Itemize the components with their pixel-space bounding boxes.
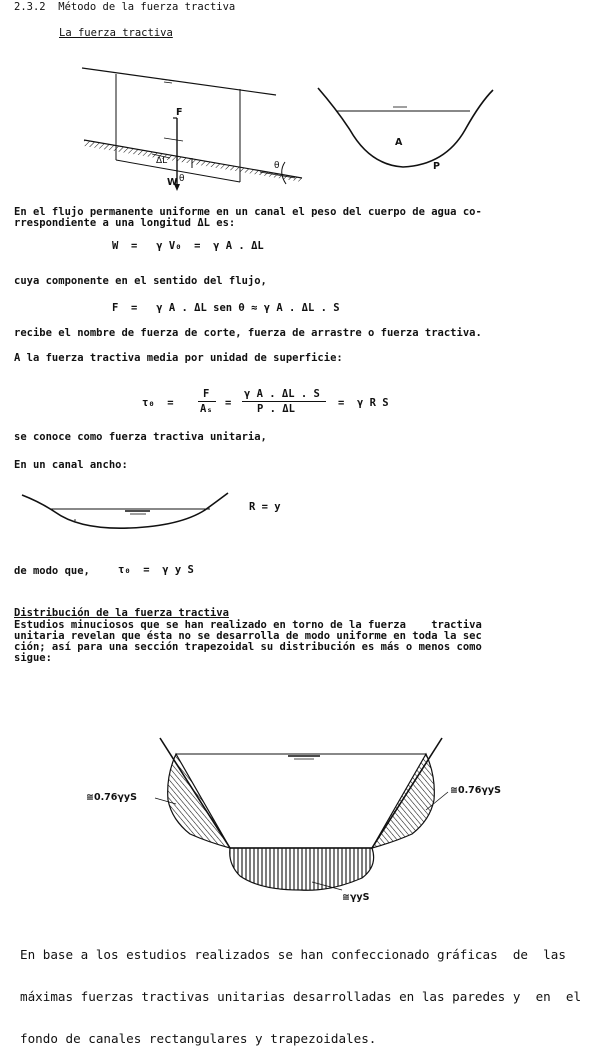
label-bottom-force: ≅γyS — [342, 892, 370, 903]
para-8-line-1: Estudios minuciosos que se han realizado en torno de la fuerza tractiva — [14, 619, 482, 631]
eq3-frac2-bar — [242, 401, 326, 402]
eq3-frac1-bar — [198, 401, 216, 402]
para-7-lead: de modo que, — [14, 565, 90, 577]
label-theta: θ — [179, 174, 185, 184]
para-8-line-4: sigue: — [14, 652, 52, 664]
subheading-distribucion: Distribución de la fuerza tractiva — [14, 607, 229, 619]
eq3-frac1-den: Aₛ — [200, 403, 213, 415]
para-3: recibe el nombre de fuerza de corte, fuerza de arrastre o fuerza tractiva. — [14, 327, 482, 339]
figure-inclined-flow — [80, 60, 310, 195]
para-4: A la fuerza tractiva media por unidad de superficie: — [14, 352, 343, 364]
figure-trapezoidal-distribution — [80, 730, 501, 915]
figure-cross-section — [315, 85, 495, 185]
final-line-3: fondo de canales rectangulares y trapezoidales. — [20, 1031, 377, 1046]
para-2: cuya componente en el sentido del flujo, — [14, 275, 267, 287]
para-8-line-3: ción; así para una sección trapezoidal su distribución es más o menos como — [14, 641, 482, 653]
eq3-eq-sign: = — [225, 397, 232, 409]
eq3-lhs: τ₀ = — [142, 397, 174, 409]
eq3-frac2-den: P . ΔL — [257, 403, 295, 415]
label-right-wall-force: ≅0.76γyS — [450, 785, 501, 796]
label-delta-L: ΔL — [156, 156, 168, 166]
label-W: W — [167, 177, 178, 188]
eq3-rhs: = γ R S — [338, 397, 389, 409]
equation-R-y: R = y — [249, 501, 281, 513]
para-1-line-1: En el flujo permanente uniforme en un canal el peso del cuerpo de agua co- — [14, 206, 482, 218]
subheading-fuerza-tractiva: La fuerza tractiva — [59, 27, 173, 39]
label-theta-2: θ — [274, 161, 280, 171]
final-line-1: En base a los estudios realizados se han confeccionado gráficas de las — [20, 947, 566, 962]
equation-tau-wide: τ₀ = γ y S — [118, 564, 194, 576]
final-line-2: máximas fuerzas tractivas unitarias desarrolladas en las paredes y en el — [20, 989, 582, 1004]
equation-weight: W = γ V₀ = γ A . ΔL — [112, 240, 264, 252]
figure-wide-channel — [20, 490, 230, 540]
label-P: P — [433, 161, 440, 172]
para-5: se conoce como fuerza tractiva unitaria, — [14, 431, 267, 443]
eq3-frac1-num: F — [203, 388, 210, 400]
label-left-wall-force: ≅0.76γyS — [86, 792, 137, 803]
para-6: En un canal ancho: — [14, 459, 128, 471]
final-paragraph — [20, 920, 590, 1060]
label-A: A — [395, 137, 403, 148]
eq3-frac2-num: γ A . ΔL . S — [244, 388, 320, 400]
para-8-line-2: unitaria revelan que ésta no se desarrolla de modo uniforme en toda la sec — [14, 630, 482, 642]
section-heading: 2.3.2 Método de la fuerza tractiva — [14, 1, 236, 13]
para-1-line-2: rrespondiente a una longitud ΔL es: — [14, 217, 236, 229]
label-F: F — [176, 107, 183, 118]
equation-force: F = γ A . ΔL sen θ ≈ γ A . ΔL . S — [112, 302, 340, 314]
